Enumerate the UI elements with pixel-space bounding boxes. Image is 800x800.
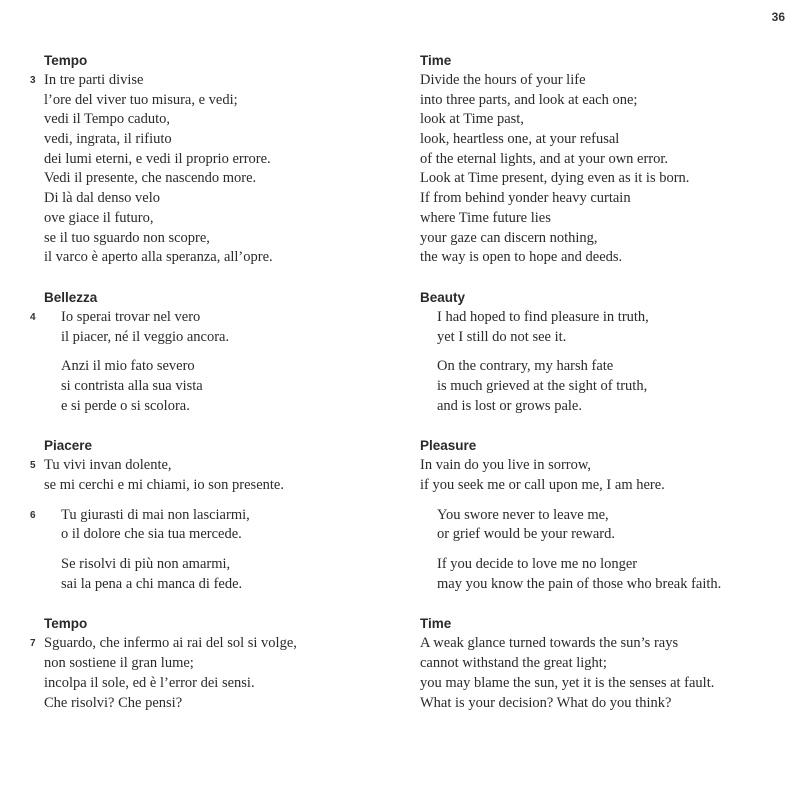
verse-line: Che risolvi? Che pensi? <box>44 694 183 711</box>
english-section-pleasure <box>420 436 765 594</box>
stanza-6b <box>44 555 384 594</box>
stanza-number: 7 <box>30 638 36 650</box>
verse-line: vedi il Tempo caduto, <box>44 111 170 128</box>
verse-line: e si perde o si scolora. <box>61 397 190 414</box>
english-column <box>420 51 765 713</box>
verse-line: se mi cerchi e mi chiami, io son presente. <box>44 477 284 493</box>
verse-line: into three parts, and look at each one; <box>420 91 638 108</box>
stanza-number: 6 <box>30 509 36 521</box>
verse-line: A weak glance turned towards the sun’s rays <box>420 635 679 652</box>
verse-line: se il tuo sguardo non scopre, <box>44 229 210 246</box>
stanza-3 <box>30 71 384 268</box>
stanza-number: 4 <box>30 311 36 323</box>
verse-line: of the eternal lights, and at your own error. <box>420 150 669 167</box>
stanza-4 <box>30 308 384 347</box>
verse-line: o il dolore che sia tua mercede. <box>61 526 242 543</box>
verse-line: Sguardo, che infermo ai rai del sol si volge, <box>44 635 297 652</box>
verse-line: vedi, ingrata, il rifiuto <box>44 131 172 148</box>
stanza <box>420 357 765 416</box>
verse-line: l’ore del viver tuo misura, e vedi; <box>44 91 238 108</box>
verse-line: il piacer, né il veggio ancora. <box>61 328 230 345</box>
verse-line: If you decide to love me no longer <box>437 556 638 573</box>
verse-line: where Time future lies <box>420 209 551 226</box>
stanza-6 <box>30 506 384 545</box>
speaker-name: Bellezza <box>44 289 98 305</box>
verse-line: sai la pena a chi manca di fede. <box>61 575 243 592</box>
verse-line: ove giace il futuro, <box>44 209 154 226</box>
verse-line: On the contrary, my harsh fate <box>437 358 614 375</box>
verse-line: Di là dal denso velo <box>44 190 160 207</box>
verse-line: you may blame the sun, yet it is the senses at fault. <box>420 674 715 691</box>
stanza-number: 3 <box>30 75 36 86</box>
english-section-time-1 <box>420 51 765 268</box>
verse-line: What is your decision? What do you think? <box>420 694 672 711</box>
verse-line: may you know the pain of those who break faith. <box>437 575 722 592</box>
verse-line: Tu giurasti di mai non lasciarmi, <box>61 506 250 523</box>
speaker-name: Tempo <box>44 53 88 68</box>
verse-line: yet I still do not see it. <box>437 328 567 345</box>
verse-line: Vedi il presente, che nascendo more. <box>44 170 257 187</box>
italian-section-tempo-1 <box>30 51 384 268</box>
verse-line: Look at Time present, dying even as it is born. <box>420 170 690 187</box>
verse-line: and is lost or grows pale. <box>437 397 582 414</box>
speaker-name: Time <box>420 53 452 68</box>
stanza <box>420 308 765 347</box>
stanza-4b <box>44 357 384 416</box>
italian-section-piacere <box>30 436 384 594</box>
verse-line: Anzi il mio fato severo <box>61 358 195 375</box>
speaker-name: Tempo <box>44 616 88 632</box>
italian-section-tempo-2 <box>30 614 384 713</box>
italian-column <box>30 51 384 713</box>
verse-line: your gaze can discern nothing, <box>420 229 598 246</box>
stanza <box>420 71 765 268</box>
stanza <box>420 555 765 594</box>
verse-line: dei lumi eterni, e vedi il proprio errore. <box>44 150 271 167</box>
stanza-5 <box>30 456 384 495</box>
english-section-time-2 <box>420 614 765 713</box>
verse-line: is much grieved at the sight of truth, <box>437 377 648 394</box>
verse-line: You swore never to leave me, <box>437 506 609 523</box>
stanza-number: 5 <box>30 460 36 472</box>
verse-line: si contrista alla sua vista <box>61 377 203 394</box>
verse-line: Tu vivi invan dolente, <box>44 457 172 474</box>
verse-line: I had hoped to find pleasure in truth, <box>437 308 649 325</box>
page-number: 36 <box>771 10 785 24</box>
stanza-7 <box>30 634 384 713</box>
verse-line: If from behind yonder heavy curtain <box>420 190 631 207</box>
italian-section-bellezza <box>30 288 384 416</box>
speaker-name: Piacere <box>44 438 93 454</box>
stanza <box>420 456 765 495</box>
stanza <box>420 634 765 713</box>
verse-line: In tre parti divise <box>44 72 144 88</box>
verse-line: il varco è aperto alla speranza, all’opre. <box>44 249 273 266</box>
verse-line: Io sperai trovar nel vero <box>61 308 201 325</box>
speaker-name: Pleasure <box>420 438 477 454</box>
verse-line: incolpa il sole, ed è l’error dei sensi. <box>44 674 255 691</box>
speaker-name: Beauty <box>420 289 466 305</box>
verse-line: or grief would be your reward. <box>437 526 615 543</box>
verse-line: the way is open to hope and deeds. <box>420 249 623 266</box>
verse-line: if you seek me or call upon me, I am here. <box>420 477 665 493</box>
verse-line: cannot withstand the great light; <box>420 655 607 672</box>
stanza <box>420 506 765 545</box>
verse-line: non sostiene il gran lume; <box>44 655 194 672</box>
verse-line: look at Time past, <box>420 111 524 128</box>
verse-line: Divide the hours of your life <box>420 72 586 88</box>
speaker-name: Time <box>420 616 452 632</box>
english-section-beauty <box>420 288 765 416</box>
verse-line: look, heartless one, at your refusal <box>420 131 620 148</box>
verse-line: Se risolvi di più non amarmi, <box>61 556 231 573</box>
verse-line: In vain do you live in sorrow, <box>420 457 592 474</box>
